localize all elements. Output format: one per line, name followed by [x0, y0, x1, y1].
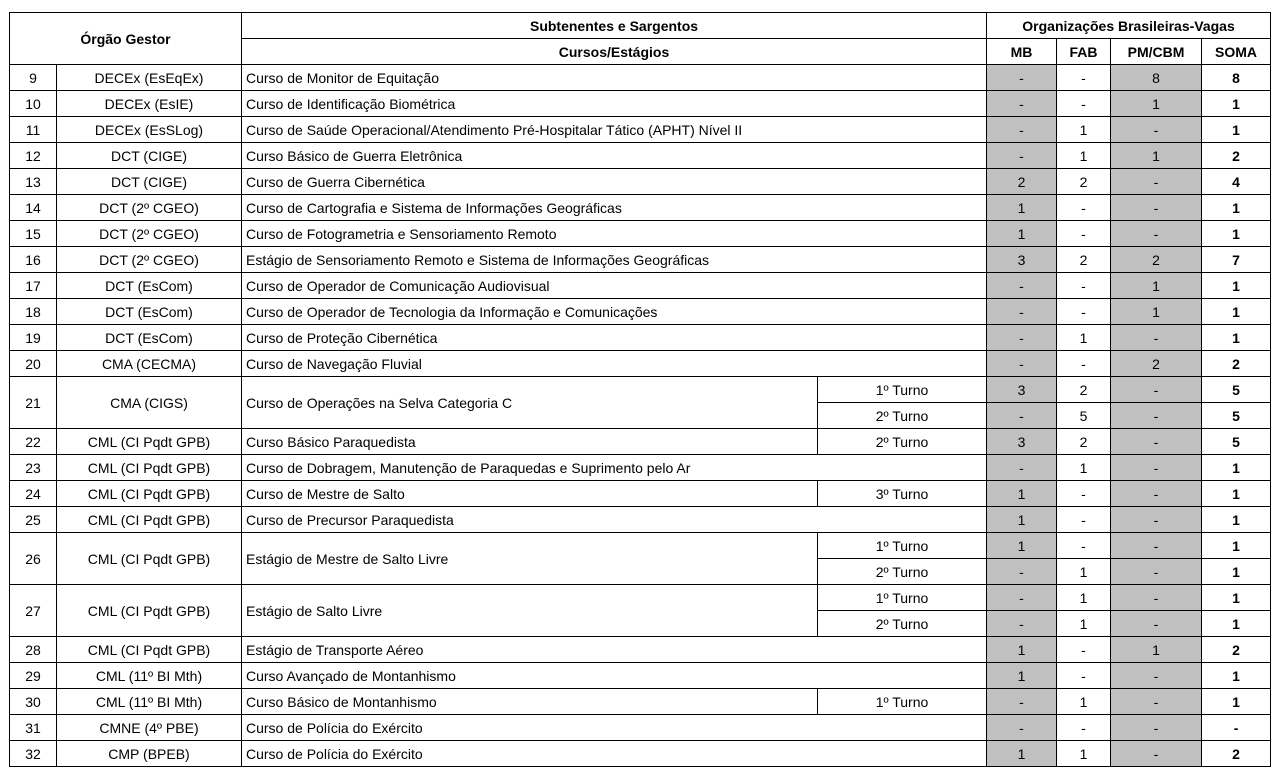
vagas-pmcbm: - — [1111, 507, 1202, 533]
vagas-soma: 5 — [1202, 403, 1271, 429]
orgao-gestor: CML (CI Pqdt GPB) — [57, 533, 242, 585]
header-orgao-gestor: Órgão Gestor — [10, 13, 242, 65]
row-number: 14 — [10, 195, 57, 221]
orgao-gestor: CMA (CIGS) — [57, 377, 242, 429]
curso-name: Curso de Operador de Comunicação Audiovisual — [242, 273, 987, 299]
orgao-gestor: DCT (CIGE) — [57, 143, 242, 169]
table-row — [10, 247, 1271, 273]
vagas-fab: - — [1057, 299, 1111, 325]
vagas-pmcbm: - — [1111, 117, 1202, 143]
vagas-mb: - — [987, 143, 1057, 169]
row-number: 17 — [10, 273, 57, 299]
vagas-pmcbm: - — [1111, 325, 1202, 351]
table-row — [10, 507, 1271, 533]
row-number: 11 — [10, 117, 57, 143]
vagas-mb: - — [987, 689, 1057, 715]
curso-name: Curso de Navegação Fluvial — [242, 351, 987, 377]
vagas-fab: - — [1057, 507, 1111, 533]
vagas-soma: 1 — [1202, 221, 1271, 247]
vagas-fab: 2 — [1057, 169, 1111, 195]
curso-name: Estágio de Sensoriamento Remoto e Sistema de Informações Geográficas — [242, 247, 987, 273]
vagas-soma: 1 — [1202, 117, 1271, 143]
vagas-fab: - — [1057, 221, 1111, 247]
header-soma: SOMA — [1202, 39, 1271, 65]
vagas-fab: - — [1057, 351, 1111, 377]
curso-name: Curso de Fotogrametria e Sensoriamento Remoto — [242, 221, 987, 247]
table-row — [10, 143, 1271, 169]
orgao-gestor: DCT (2º CGEO) — [57, 247, 242, 273]
vagas-fab: 1 — [1057, 559, 1111, 585]
vagas-pmcbm: 1 — [1111, 273, 1202, 299]
vagas-fab: 2 — [1057, 247, 1111, 273]
table-row — [10, 169, 1271, 195]
row-number: 32 — [10, 741, 57, 767]
row-number: 19 — [10, 325, 57, 351]
row-number: 21 — [10, 377, 57, 429]
row-number: 16 — [10, 247, 57, 273]
row-number: 9 — [10, 65, 57, 91]
table-row — [10, 481, 1271, 507]
vagas-pmcbm: - — [1111, 481, 1202, 507]
row-number: 18 — [10, 299, 57, 325]
vagas-pmcbm: - — [1111, 559, 1202, 585]
table-row — [10, 377, 1271, 403]
table-row — [10, 299, 1271, 325]
vagas-soma: 1 — [1202, 689, 1271, 715]
vagas-pmcbm: 1 — [1111, 299, 1202, 325]
orgao-gestor: CMP (BPEB) — [57, 741, 242, 767]
vagas-mb: - — [987, 403, 1057, 429]
vagas-pmcbm: 1 — [1111, 91, 1202, 117]
vagas-soma: 1 — [1202, 559, 1271, 585]
vagas-soma: 2 — [1202, 143, 1271, 169]
curso-name: Curso Básico de Montanhismo — [242, 689, 818, 715]
vagas-pmcbm: - — [1111, 429, 1202, 455]
vagas-mb: 3 — [987, 377, 1057, 403]
vagas-fab: 1 — [1057, 325, 1111, 351]
vagas-soma: 1 — [1202, 585, 1271, 611]
table-row — [10, 195, 1271, 221]
table-row — [10, 533, 1271, 559]
row-number: 28 — [10, 637, 57, 663]
vagas-pmcbm: - — [1111, 663, 1202, 689]
vagas-soma: 1 — [1202, 611, 1271, 637]
row-number: 29 — [10, 663, 57, 689]
vagas-mb: - — [987, 559, 1057, 585]
row-number: 24 — [10, 481, 57, 507]
table-row — [10, 429, 1271, 455]
curso-name: Estágio de Salto Livre — [242, 585, 818, 637]
curso-name: Curso de Dobragem, Manutenção de Paraquedas e Suprimento pelo Ar — [242, 455, 987, 481]
vagas-fab: - — [1057, 91, 1111, 117]
vagas-pmcbm: - — [1111, 403, 1202, 429]
orgao-gestor: CML (CI Pqdt GPB) — [57, 637, 242, 663]
table-row — [10, 273, 1271, 299]
vagas-soma: - — [1202, 715, 1271, 741]
curso-name: Curso de Saúde Operacional/Atendimento Pré-Hospitalar Tático (APHT) Nível II — [242, 117, 987, 143]
vagas-fab: - — [1057, 637, 1111, 663]
vagas-soma: 2 — [1202, 741, 1271, 767]
vagas-soma: 2 — [1202, 637, 1271, 663]
vagas-pmcbm: - — [1111, 585, 1202, 611]
vagas-mb: 3 — [987, 429, 1057, 455]
vagas-soma: 5 — [1202, 377, 1271, 403]
table-row — [10, 455, 1271, 481]
vagas-fab: - — [1057, 273, 1111, 299]
vagas-fab: - — [1057, 533, 1111, 559]
vagas-mb: - — [987, 273, 1057, 299]
vagas-mb: - — [987, 611, 1057, 637]
orgao-gestor: CML (CI Pqdt GPB) — [57, 481, 242, 507]
vagas-pmcbm: - — [1111, 377, 1202, 403]
vagas-soma: 5 — [1202, 429, 1271, 455]
vagas-pmcbm: - — [1111, 195, 1202, 221]
vagas-fab: 1 — [1057, 143, 1111, 169]
header-cursos: Cursos/Estágios — [242, 39, 987, 65]
orgao-gestor: DCT (EsCom) — [57, 299, 242, 325]
table-row — [10, 715, 1271, 741]
vagas-mb: 1 — [987, 663, 1057, 689]
vagas-fab: 5 — [1057, 403, 1111, 429]
orgao-gestor: DECEx (EsSLog) — [57, 117, 242, 143]
curso-name: Curso de Polícia do Exército — [242, 715, 987, 741]
turno: 2º Turno — [818, 429, 987, 455]
turno: 2º Turno — [818, 559, 987, 585]
row-number: 22 — [10, 429, 57, 455]
table-row — [10, 585, 1271, 611]
vagas-mb: 1 — [987, 533, 1057, 559]
vagas-soma: 1 — [1202, 455, 1271, 481]
orgao-gestor: CML (CI Pqdt GPB) — [57, 507, 242, 533]
vagas-mb: - — [987, 585, 1057, 611]
vagas-soma: 1 — [1202, 507, 1271, 533]
header-fab: FAB — [1057, 39, 1111, 65]
vagas-soma: 1 — [1202, 299, 1271, 325]
vagas-mb: - — [987, 715, 1057, 741]
header-mb: MB — [987, 39, 1057, 65]
vagas-pmcbm: - — [1111, 741, 1202, 767]
curso-name: Curso de Identificação Biométrica — [242, 91, 987, 117]
vagas-mb: - — [987, 299, 1057, 325]
vagas-fab: 1 — [1057, 585, 1111, 611]
curso-name: Curso de Guerra Cibernética — [242, 169, 987, 195]
vagas-pmcbm: - — [1111, 689, 1202, 715]
vagas-mb: 2 — [987, 169, 1057, 195]
vagas-pmcbm: 2 — [1111, 247, 1202, 273]
vagas-soma: 7 — [1202, 247, 1271, 273]
vagas-table — [9, 12, 1271, 767]
vagas-soma: 2 — [1202, 351, 1271, 377]
curso-name: Curso de Operador de Tecnologia da Informação e Comunicações — [242, 299, 987, 325]
curso-name: Curso de Mestre de Salto — [242, 481, 818, 507]
vagas-fab: - — [1057, 65, 1111, 91]
turno: 1º Turno — [818, 585, 987, 611]
orgao-gestor: DCT (2º CGEO) — [57, 221, 242, 247]
vagas-soma: 1 — [1202, 195, 1271, 221]
table-row — [10, 663, 1271, 689]
orgao-gestor: DCT (CIGE) — [57, 169, 242, 195]
curso-name: Curso Básico Paraquedista — [242, 429, 818, 455]
table-row — [10, 221, 1271, 247]
orgao-gestor: CML (11º BI Mth) — [57, 663, 242, 689]
vagas-fab: - — [1057, 481, 1111, 507]
vagas-mb: 1 — [987, 637, 1057, 663]
curso-name: Curso de Polícia do Exército — [242, 741, 987, 767]
orgao-gestor: DECEx (EsIE) — [57, 91, 242, 117]
row-number: 26 — [10, 533, 57, 585]
vagas-mb: 1 — [987, 507, 1057, 533]
vagas-fab: 1 — [1057, 689, 1111, 715]
vagas-mb: - — [987, 351, 1057, 377]
vagas-pmcbm: - — [1111, 221, 1202, 247]
header-org-brasileiras: Organizações Brasileiras-Vagas — [987, 13, 1271, 39]
vagas-mb: - — [987, 65, 1057, 91]
turno: 1º Turno — [818, 689, 987, 715]
orgao-gestor: CML (CI Pqdt GPB) — [57, 585, 242, 637]
orgao-gestor: CML (11º BI Mth) — [57, 689, 242, 715]
vagas-soma: 1 — [1202, 325, 1271, 351]
curso-name: Curso de Cartografia e Sistema de Informações Geográficas — [242, 195, 987, 221]
row-number: 12 — [10, 143, 57, 169]
vagas-soma: 4 — [1202, 169, 1271, 195]
vagas-mb: 3 — [987, 247, 1057, 273]
turno: 2º Turno — [818, 611, 987, 637]
curso-name: Curso de Monitor de Equitação — [242, 65, 987, 91]
orgao-gestor: DCT (EsCom) — [57, 325, 242, 351]
vagas-soma: 1 — [1202, 663, 1271, 689]
row-number: 23 — [10, 455, 57, 481]
table-row — [10, 65, 1271, 91]
vagas-fab: - — [1057, 715, 1111, 741]
row-number: 30 — [10, 689, 57, 715]
curso-name: Curso Básico de Guerra Eletrônica — [242, 143, 987, 169]
turno: 1º Turno — [818, 377, 987, 403]
vagas-fab: - — [1057, 663, 1111, 689]
row-number: 13 — [10, 169, 57, 195]
curso-name: Estágio de Mestre de Salto Livre — [242, 533, 818, 585]
vagas-mb: - — [987, 91, 1057, 117]
table-body — [10, 65, 1271, 767]
vagas-mb: 1 — [987, 195, 1057, 221]
header-pmcbm: PM/CBM — [1111, 39, 1202, 65]
vagas-pmcbm: - — [1111, 611, 1202, 637]
row-number: 15 — [10, 221, 57, 247]
row-number: 20 — [10, 351, 57, 377]
turno: 2º Turno — [818, 403, 987, 429]
vagas-mb: - — [987, 455, 1057, 481]
turno: 3º Turno — [818, 481, 987, 507]
curso-name: Curso Avançado de Montanhismo — [242, 663, 987, 689]
curso-name: Curso de Operações na Selva Categoria C — [242, 377, 818, 429]
vagas-soma: 1 — [1202, 91, 1271, 117]
vagas-fab: 1 — [1057, 611, 1111, 637]
vagas-mb: 1 — [987, 741, 1057, 767]
table-row — [10, 117, 1271, 143]
vagas-mb: 1 — [987, 221, 1057, 247]
vagas-mb: - — [987, 117, 1057, 143]
vagas-fab: 1 — [1057, 741, 1111, 767]
vagas-pmcbm: 1 — [1111, 143, 1202, 169]
vagas-pmcbm: - — [1111, 533, 1202, 559]
turno: 1º Turno — [818, 533, 987, 559]
table-row — [10, 741, 1271, 767]
vagas-soma: 1 — [1202, 481, 1271, 507]
curso-name: Curso de Proteção Cibernética — [242, 325, 987, 351]
orgao-gestor: DCT (EsCom) — [57, 273, 242, 299]
vagas-pmcbm: 8 — [1111, 65, 1202, 91]
row-number: 27 — [10, 585, 57, 637]
vagas-fab: 1 — [1057, 117, 1111, 143]
table-row — [10, 325, 1271, 351]
orgao-gestor: CML (CI Pqdt GPB) — [57, 455, 242, 481]
curso-name: Curso de Precursor Paraquedista — [242, 507, 987, 533]
vagas-soma: 8 — [1202, 65, 1271, 91]
vagas-pmcbm: 2 — [1111, 351, 1202, 377]
vagas-pmcbm: - — [1111, 169, 1202, 195]
row-number: 31 — [10, 715, 57, 741]
vagas-pmcbm: - — [1111, 715, 1202, 741]
vagas-fab: - — [1057, 195, 1111, 221]
row-number: 10 — [10, 91, 57, 117]
vagas-mb: 1 — [987, 481, 1057, 507]
vagas-fab: 2 — [1057, 429, 1111, 455]
vagas-soma: 1 — [1202, 273, 1271, 299]
row-number: 25 — [10, 507, 57, 533]
vagas-mb: - — [987, 325, 1057, 351]
vagas-soma: 1 — [1202, 533, 1271, 559]
table-row — [10, 351, 1271, 377]
table-row — [10, 689, 1271, 715]
curso-name: Estágio de Transporte Aéreo — [242, 637, 987, 663]
orgao-gestor: CML (CI Pqdt GPB) — [57, 429, 242, 455]
header-category: Subtenentes e Sargentos — [242, 13, 987, 39]
table-row — [10, 637, 1271, 663]
orgao-gestor: DCT (2º CGEO) — [57, 195, 242, 221]
vagas-pmcbm: - — [1111, 455, 1202, 481]
vagas-pmcbm: 1 — [1111, 637, 1202, 663]
vagas-fab: 2 — [1057, 377, 1111, 403]
orgao-gestor: CMA (CECMA) — [57, 351, 242, 377]
orgao-gestor: CMNE (4º PBE) — [57, 715, 242, 741]
vagas-fab: 1 — [1057, 455, 1111, 481]
table-row — [10, 91, 1271, 117]
orgao-gestor: DECEx (EsEqEx) — [57, 65, 242, 91]
